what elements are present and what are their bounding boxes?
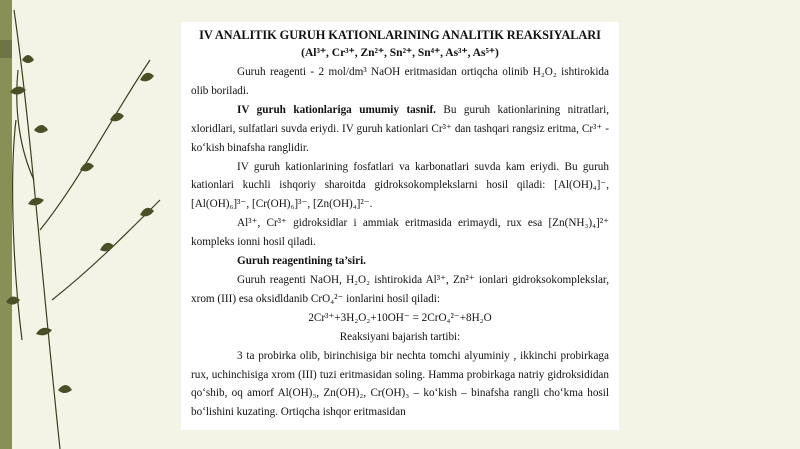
document-page [181, 22, 619, 430]
document-title: IV ANALITIK GURUH KATIONLARINING ANALITIK REAKSIYALARI [199, 28, 601, 42]
document-subtitle: (Al³⁺, Cr³⁺, Zn²⁺, Sn²⁺, Sn⁴⁺, As³⁺, As⁵⁺) [301, 47, 499, 59]
reaction-equation: 2Cr³⁺+3H₂O₂+10OH⁻ = 2CrO₄²⁻+8H₂O [308, 311, 492, 324]
paragraph-reagent-effect: Guruh reagenti NaOH, H₂O₂ ishtirokida Al³⁺, Zn²⁺ ionlari gidroksokomplekslar, xrom (III) esa oksidldanib CrO₄²⁻ ionlarini hosil qiladi: [191, 273, 609, 305]
branch-stem [14, 10, 60, 449]
paragraph-hydroxides: Al³⁺, Cr³⁺ gidroksidlar i ammiak eritmasida erimaydi, rux esa [Zn(NH₃)₄]²⁺ kompleks ionni hosil qiladi. [191, 217, 609, 249]
paragraph-phosphates: IV guruh kationlarining fosfatlari va karbonatlari suvda kam eriydi. Bu guruh kationlari kuchli ishqoriy sharoitda gidroksokomplekslarni hosil qiladi: [Al(OH)₄]⁻, [Al(OH)₆]³⁻, [Cr(OH)₆]³⁻, [Zn(OH)₄]²⁻. [191, 160, 609, 211]
heading-procedure: Reaksiyani bajarish tartibi: [339, 330, 461, 343]
document-body [181, 63, 619, 422]
heading-reagent-effect: Guruh reagentining ta’siri. [237, 255, 366, 268]
paragraph-classification [191, 101, 609, 158]
leaf-branch-decoration [0, 0, 180, 449]
paragraph-reagent: Guruh reagenti - 2 mol/dm³ NaOH eritmasidan ortiqcha olinib H₂O₂ ishtirokida olib boriladi. [191, 66, 609, 97]
classification-text: Bu guruh kationlarining nitratlari, xloridlari, sulfatlari suvda eriydi. IV guruh kationlari Cr³⁺ dan tashqari rangsiz eritma, Cr³⁺ - ko‘kish binafsha ranglidir. [191, 103, 609, 154]
paragraph-procedure: 3 ta probirka olib, birinchisiga bir nechta tomchi alyuminiy , ikkinchi probirkaga rux, uchinchisiga xrom (III) tuzi eritmasidan soling. Hamma probirkaga natriy gidroksididan qo‘shib, oq amorf Al(OH)₃, Zn(OH)₂, Cr(OH)₃ – ko‘kish – binafsha rangli cho‘kma hosil bo‘lishini kuzating. Ortiqcha ishqor eritmasidan [191, 349, 609, 419]
heading-classification: IV guruh kationlariga umumiy tasnif. [237, 103, 436, 116]
